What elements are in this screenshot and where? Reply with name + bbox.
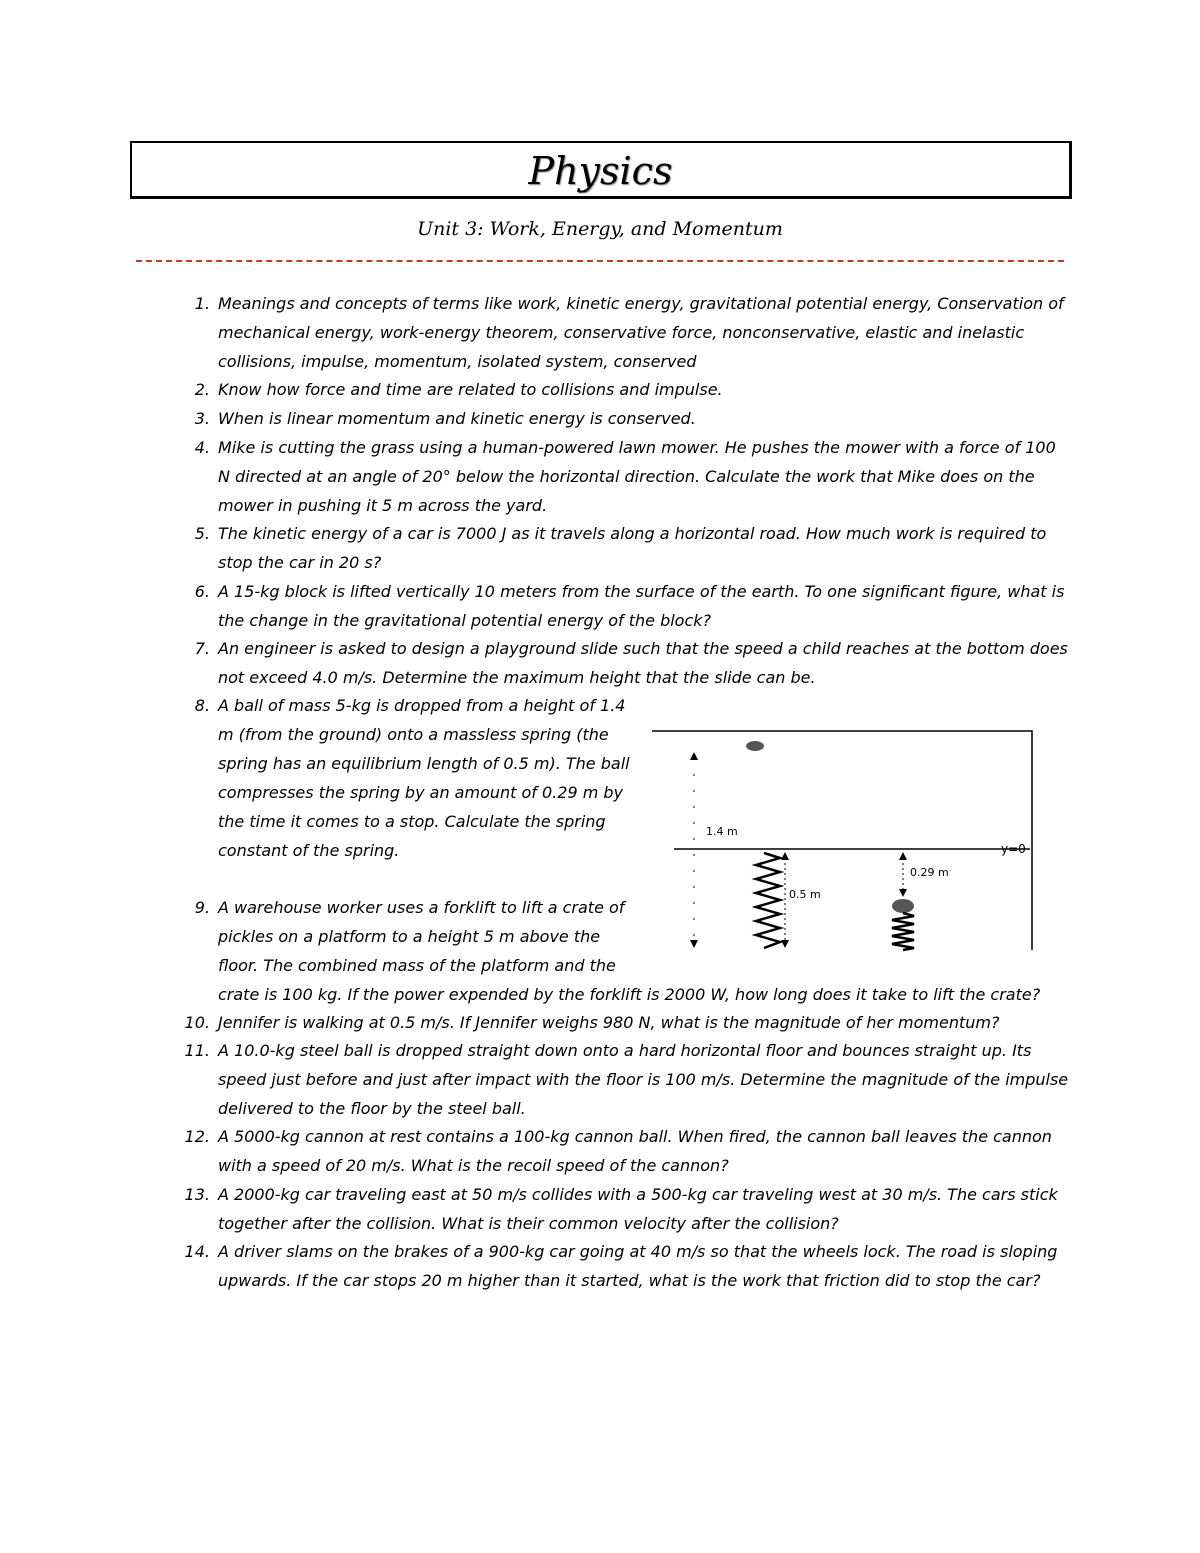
arrow-down-icon bbox=[781, 940, 789, 948]
question-9: 9. A warehouse worker uses a forklift to lift a crate of pickles on a platform to a height 5 m above the floor. The combined mass of the platform and the crate is 100 kg. If the power expended by the forklift is 2000 W, how long does it take to lift the crate? bbox=[194, 898, 1041, 1004]
compressed-spring-icon bbox=[892, 913, 914, 950]
question-5: 5. The kinetic energy of a car is 7000 J as it travels along a horizontal road. How much work is required to stop the car in 20 s? bbox=[194, 524, 1047, 572]
page-title: Physics bbox=[528, 149, 673, 193]
question-8: 8. A ball of mass 5-kg is dropped from a height of 1.4 m (from the ground) onto a massless spring (the spring has an equilibrium length of 0.5 m). The ball compresses the spring by an amount of 0.29 m by the time it comes to a stop. Calculate the spring constant of the spring. bbox=[194, 696, 630, 860]
spring-length-label: 0.5 m bbox=[789, 888, 821, 901]
question-13: 13. A 2000-kg car traveling east at 50 m/s collides with a 500-kg car traveling west at 30 m/s. The cars stick together after the collision. What is their common velocity after the collision? bbox=[184, 1185, 1058, 1233]
arrow-up-icon bbox=[899, 852, 907, 860]
axis-label: y=0 bbox=[1001, 842, 1026, 856]
height-label: 1.4 m bbox=[706, 825, 738, 838]
question-11: 11. A 10.0-kg steel ball is dropped straight down onto a hard horizontal floor and bounces straight up. Its speed just before and just after impact with the floor is 100 m/s. Determine the magnitude of the impulse delivered to the floor by the steel ball. bbox=[184, 1041, 1069, 1118]
diagram-frame bbox=[652, 731, 1032, 950]
question-14: 14. A driver slams on the brakes of a 900-kg car going at 40 m/s so that the wheels lock. The road is sloping upwards. If the car stops 20 m higher than it started, what is the work that friction did to stop the car? bbox=[184, 1242, 1058, 1290]
spring-diagram bbox=[652, 728, 1037, 954]
ball-icon bbox=[746, 741, 764, 751]
spring-icon bbox=[756, 853, 780, 948]
ball-icon bbox=[892, 899, 914, 913]
arrow-up-icon bbox=[690, 752, 698, 760]
question-12: 12. A 5000-kg cannon at rest contains a 100-kg cannon ball. When fired, the cannon ball leaves the cannon with a speed of 20 m/s. What is the recoil speed of the cannon? bbox=[184, 1127, 1052, 1175]
arrow-up-icon bbox=[781, 852, 789, 860]
question-7: 7. An engineer is asked to design a playground slide such that the speed a child reaches at the bottom does not exceed 4.0 m/s. Determine the maximum height that the slide can be. bbox=[194, 639, 1068, 687]
question-10: 10. Jennifer is walking at 0.5 m/s. If Jennifer weighs 980 N, what is the magnitude of her momentum? bbox=[184, 1013, 1000, 1032]
question-4: 4. Mike is cutting the grass using a human-powered lawn mower. He pushes the mower with a force of 100 N directed at an angle of 20° below the horizontal direction. Calculate the work that Mike does on the mower in pushing it 5 m across the yard. bbox=[194, 438, 1056, 515]
question-2: 2. Know how force and time are related to collisions and impulse. bbox=[194, 380, 723, 399]
question-3: 3. When is linear momentum and kinetic energy is conserved. bbox=[194, 409, 696, 428]
title-box bbox=[130, 141, 1072, 199]
arrow-down-icon bbox=[899, 889, 907, 897]
divider bbox=[136, 260, 1064, 262]
compression-label: 0.29 m bbox=[910, 866, 949, 879]
arrow-down-icon bbox=[690, 940, 698, 948]
page-subtitle: Unit 3: Work, Energy, and Momentum bbox=[417, 218, 783, 240]
question-1: 1. Meanings and concepts of terms like work, kinetic energy, gravitational potential energy, Conservation of mechanical energy, work-energy theorem, conservative force, nonconservative, elastic and inelastic collisions, impulse, momentum, isolated system, conserved bbox=[194, 294, 1064, 371]
question-6: 6. A 15-kg block is lifted vertically 10 meters from the surface of the earth. To one significant figure, what is the change in the gravitational potential energy of the block? bbox=[194, 582, 1065, 630]
